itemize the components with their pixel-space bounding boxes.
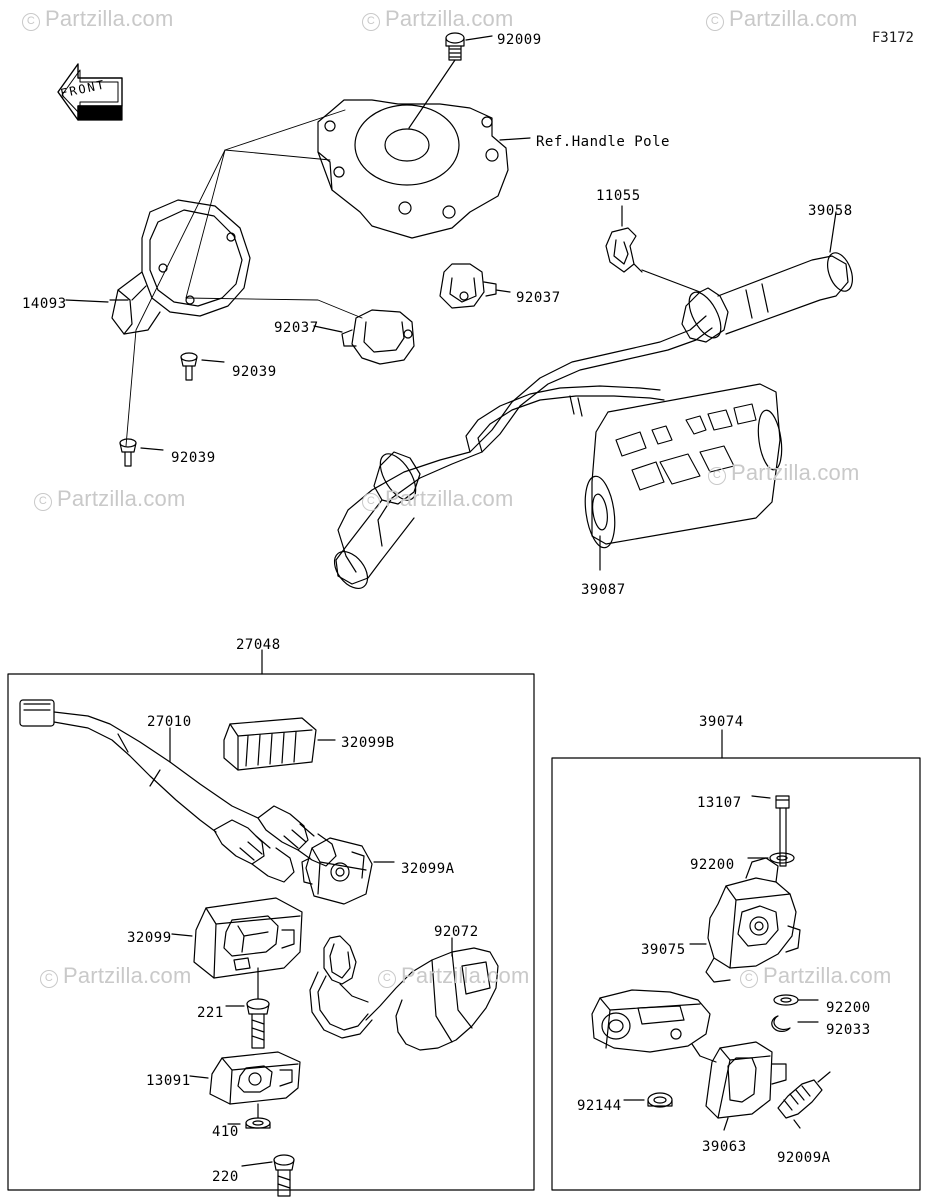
part-label-92033: 92033	[826, 1022, 871, 1038]
part-label-92009A: 92009A	[777, 1150, 831, 1166]
leader-ref-handle-pole	[500, 138, 530, 140]
handlebar-assembly	[328, 249, 857, 594]
lever-body-39063-assembly	[592, 990, 716, 1062]
leader-92037-upper	[496, 290, 510, 292]
clamp-92037-upper	[440, 264, 496, 308]
leader-11055-b	[642, 270, 700, 292]
part-label-39087: 39087	[581, 582, 626, 598]
handle-pole-plate	[318, 100, 508, 238]
part-label-39063: 39063	[702, 1139, 747, 1155]
sheet-code: F3172	[871, 30, 914, 46]
cover-32099B	[224, 718, 316, 770]
part-label-32099: 32099	[127, 930, 172, 946]
part-label-221: 221	[197, 1005, 224, 1021]
bracket-11055	[606, 228, 642, 272]
part-label-27010: 27010	[147, 714, 192, 730]
copyright-icon: C	[708, 467, 726, 485]
part-label-32099A: 32099A	[401, 861, 455, 877]
part-label-92200-lower: 92200	[826, 1000, 871, 1016]
watermark: C Partzilla.com	[708, 460, 860, 486]
clip-92033	[772, 1016, 818, 1031]
watermark: C Partzilla.com	[362, 486, 514, 512]
watermark: C Partzilla.com	[362, 6, 514, 32]
part-label-39058: 39058	[808, 203, 853, 219]
copyright-icon: C	[706, 13, 724, 31]
watermark: C Partzilla.com	[34, 486, 186, 512]
copyright-icon: C	[34, 493, 52, 511]
part-label-410: 410	[212, 1124, 239, 1140]
bracket-13091	[210, 1052, 300, 1104]
part-label-92037-lower: 92037	[274, 320, 319, 336]
part-label-13107: 13107	[697, 795, 742, 811]
part-label-92072: 92072	[434, 924, 479, 940]
copyright-icon: C	[378, 970, 396, 988]
part-label-39074: 39074	[699, 714, 744, 730]
part-label-92009: 92009	[497, 32, 542, 48]
bar-pad-39087	[581, 384, 785, 550]
leader-39063	[724, 1118, 728, 1130]
part-label-220: 220	[212, 1169, 239, 1185]
part-label-11055: 11055	[596, 188, 641, 204]
part-label-32099B: 32099B	[341, 735, 395, 751]
copyright-icon: C	[362, 493, 380, 511]
grip-clamp-39063	[706, 1042, 786, 1118]
part-label-39075: 39075	[641, 942, 686, 958]
leader-32099	[172, 934, 192, 936]
screw-92039-a	[181, 353, 224, 380]
cover-14093	[110, 200, 250, 334]
part-label-13091: 13091	[146, 1073, 191, 1089]
copyright-icon: C	[22, 13, 40, 31]
leader-92009	[466, 36, 492, 40]
front-marker-label: FRONT	[59, 77, 108, 101]
leader-14093	[66, 300, 108, 302]
bracket-39075	[706, 858, 800, 982]
watermark: C Partzilla.com	[22, 6, 174, 32]
copyright-icon: C	[362, 13, 380, 31]
screw-221	[226, 968, 269, 1048]
part-label-92037-upper: 92037	[516, 290, 561, 306]
part-label-14093: 14093	[22, 296, 67, 312]
watermark: C Partzilla.com	[40, 963, 192, 989]
watermark: C Partzilla.com	[378, 963, 530, 989]
construction-line-a	[186, 150, 330, 298]
bolt-92009	[409, 33, 464, 128]
spring-92144	[624, 1093, 672, 1107]
cable-clamp-92072	[310, 936, 498, 1050]
copyright-icon: C	[40, 970, 58, 988]
copyright-icon: C	[740, 970, 758, 988]
clamp-92037-lower	[342, 310, 414, 364]
connector-32099A	[302, 838, 372, 904]
part-label-92144: 92144	[577, 1098, 622, 1114]
part-label-92039-a: 92039	[232, 364, 277, 380]
switch-housing-32099	[194, 898, 302, 978]
leader-13091	[190, 1076, 208, 1078]
part-label-92200-upper: 92200	[690, 857, 735, 873]
watermark: C Partzilla.com	[740, 963, 892, 989]
washer-92200-lower	[774, 995, 818, 1005]
watermark: C Partzilla.com	[706, 6, 858, 32]
part-label-ref-handle-pole: Ref.Handle Pole	[536, 134, 670, 150]
right-panel-box	[552, 758, 920, 1190]
part-label-92039-b: 92039	[171, 450, 216, 466]
part-label-27048: 27048	[236, 637, 281, 653]
